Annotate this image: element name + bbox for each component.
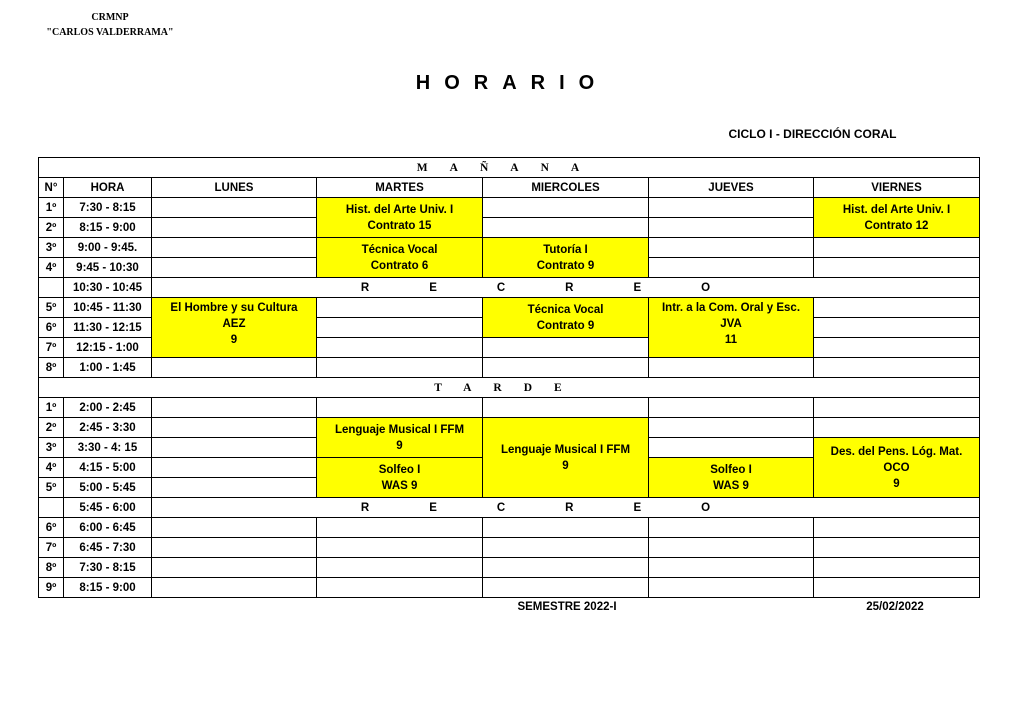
- empty-slot: [814, 578, 980, 598]
- course-name: Técnica Vocal: [527, 303, 604, 316]
- course-name: Solfeo I: [378, 463, 421, 476]
- empty-slot: [152, 538, 317, 558]
- period-number: 1º: [39, 398, 64, 418]
- course-name: Tutoría I: [543, 243, 588, 256]
- period-number: 6º: [39, 318, 64, 338]
- course-detail: Contrato 15: [367, 219, 432, 232]
- period-time: 4:15 - 5:00: [64, 458, 152, 478]
- empty-slot: [649, 358, 814, 378]
- period-time: 10:30 - 10:45: [64, 278, 152, 298]
- period-number: 5º: [39, 478, 64, 498]
- period-time: 3:30 - 4: 15: [64, 438, 152, 458]
- period-time: 6:00 - 6:45: [64, 518, 152, 538]
- table-row: [39, 578, 980, 598]
- page-subtitle: CICLO I - DIRECCIÓN CORAL: [728, 127, 897, 141]
- course-cell: [317, 238, 483, 278]
- course-detail: WAS 9: [381, 479, 418, 492]
- course-teacher: AEZ: [222, 318, 246, 330]
- empty-slot: [483, 338, 649, 358]
- course-cell: [814, 198, 980, 238]
- column-header: N°: [39, 178, 64, 198]
- period-number: 9º: [39, 578, 64, 598]
- course-name: Hist. del Arte Univ. I: [842, 203, 951, 216]
- empty-slot: [649, 398, 814, 418]
- course-name: Solfeo I: [710, 463, 752, 476]
- course-teacher: JVA: [720, 318, 742, 330]
- semester-label: SEMESTRE 2022-I: [517, 601, 617, 613]
- period-time: 12:15 - 1:00: [64, 338, 152, 358]
- period-number: 8º: [39, 358, 64, 378]
- course-name: Hist. del Arte Univ. I: [345, 203, 454, 216]
- section-row-manana: [39, 158, 980, 178]
- empty-slot: [317, 538, 483, 558]
- empty-slot: [317, 358, 483, 378]
- period-number: 4º: [39, 458, 64, 478]
- empty-slot: [814, 358, 980, 378]
- course-cell: [317, 418, 483, 458]
- table-row: [39, 358, 980, 378]
- period-time: 9:45 - 10:30: [64, 258, 152, 278]
- section-label-manana: MAÑANA: [39, 158, 980, 178]
- empty-slot: [317, 298, 483, 318]
- course-detail: Contrato 9: [536, 259, 595, 272]
- school-name-line1: CRMNP: [91, 12, 129, 23]
- course-cell: [483, 238, 649, 278]
- table-row: [39, 398, 980, 418]
- course-cell: [483, 418, 649, 498]
- course-cell: [317, 458, 483, 498]
- period-number: 2º: [39, 418, 64, 438]
- column-header: LUNES: [152, 178, 317, 198]
- period-time: 5:00 - 5:45: [64, 478, 152, 498]
- table-row: [39, 298, 980, 318]
- empty-slot: [649, 518, 814, 538]
- table-row: [39, 498, 980, 518]
- empty-slot: [152, 558, 317, 578]
- empty-slot: [152, 398, 317, 418]
- empty-slot: [814, 258, 980, 278]
- empty-slot: [649, 438, 814, 458]
- empty-slot: [649, 418, 814, 438]
- empty-slot: [483, 558, 649, 578]
- table-row: [39, 198, 980, 218]
- empty-slot: [649, 238, 814, 258]
- period-time: 5:45 - 6:00: [64, 498, 152, 518]
- empty-slot: [317, 398, 483, 418]
- course-detail: 9: [562, 459, 569, 472]
- recreo-label: RECREO: [152, 278, 980, 298]
- period-number: 4º: [39, 258, 64, 278]
- empty-slot: [152, 418, 317, 438]
- course-cell: [814, 438, 980, 498]
- empty-slot: [483, 398, 649, 418]
- course-name: Lenguaje Musical I FFM: [334, 423, 465, 436]
- empty-slot: [814, 338, 980, 358]
- empty-slot: [483, 518, 649, 538]
- course-detail: Contrato 6: [370, 259, 429, 272]
- empty-slot: [317, 578, 483, 598]
- table-row: [39, 278, 980, 298]
- page-title: HORARIO: [415, 72, 609, 94]
- period-time: 9:00 - 9:45.: [64, 238, 152, 258]
- empty-slot: [317, 518, 483, 538]
- empty-slot: [649, 258, 814, 278]
- date-label: 25/02/2022: [866, 601, 924, 613]
- course-cell: [649, 298, 814, 358]
- table-row: [39, 518, 980, 538]
- period-time: 6:45 - 7:30: [64, 538, 152, 558]
- course-cell: [649, 458, 814, 498]
- empty-slot: [152, 518, 317, 538]
- column-header: VIERNES: [814, 178, 980, 198]
- course-detail: 9: [396, 439, 403, 452]
- empty-slot: [649, 198, 814, 218]
- empty-slot: [152, 238, 317, 258]
- empty-slot: [814, 518, 980, 538]
- empty-slot: [483, 578, 649, 598]
- recreo-label: RECREO: [152, 498, 980, 518]
- period-time: 8:15 - 9:00: [64, 578, 152, 598]
- empty-slot: [152, 358, 317, 378]
- empty-slot: [649, 578, 814, 598]
- empty-slot: [152, 458, 317, 478]
- empty-slot: [814, 298, 980, 318]
- period-number: 3º: [39, 438, 64, 458]
- empty-slot: [483, 218, 649, 238]
- course-name: Des. del Pens. Lóg. Mat.: [830, 445, 963, 458]
- column-header: MARTES: [317, 178, 483, 198]
- empty-slot: [814, 318, 980, 338]
- course-name: Intr. a la Com. Oral y Esc.: [661, 302, 801, 314]
- section-row-tarde: [39, 378, 980, 398]
- table-row: [39, 538, 980, 558]
- course-cell: [152, 298, 317, 358]
- empty-slot: [814, 558, 980, 578]
- column-header: HORA: [64, 178, 152, 198]
- empty-slot: [649, 218, 814, 238]
- empty-slot: [152, 258, 317, 278]
- empty-slot: [649, 558, 814, 578]
- course-detail: 11: [724, 334, 738, 346]
- empty-slot: [814, 238, 980, 258]
- course-cell: [317, 198, 483, 238]
- empty-slot: [152, 438, 317, 458]
- course-name: Lenguaje Musical I FFM: [500, 443, 631, 456]
- period-time: 8:15 - 9:00: [64, 218, 152, 238]
- course-cell: [483, 298, 649, 338]
- period-number: 5º: [39, 298, 64, 318]
- course-detail: 9: [893, 477, 900, 490]
- period-number: 3º: [39, 238, 64, 258]
- empty-slot: [317, 318, 483, 338]
- period-number: 1º: [39, 198, 64, 218]
- empty-slot: [814, 538, 980, 558]
- course-detail: 9: [230, 334, 238, 346]
- empty-slot: [152, 218, 317, 238]
- period-time: 2:45 - 3:30: [64, 418, 152, 438]
- table-row: [39, 238, 980, 258]
- empty-slot: [152, 198, 317, 218]
- period-number: 7º: [39, 338, 64, 358]
- period-number: 7º: [39, 538, 64, 558]
- period-number: 2º: [39, 218, 64, 238]
- period-time: 1:00 - 1:45: [64, 358, 152, 378]
- schedule-table: [38, 157, 980, 598]
- empty-slot: [814, 418, 980, 438]
- empty-slot: [483, 358, 649, 378]
- section-label-tarde: TARDE: [39, 378, 980, 398]
- empty-slot: [483, 538, 649, 558]
- course-detail: WAS 9: [713, 479, 749, 492]
- school-name-line2: "CARLOS VALDERRAMA": [46, 27, 174, 38]
- period-time: 11:30 - 12:15: [64, 318, 152, 338]
- empty-slot: [649, 538, 814, 558]
- period-time: 2:00 - 2:45: [64, 398, 152, 418]
- empty-slot: [483, 198, 649, 218]
- course-detail: Contrato 12: [864, 219, 929, 232]
- column-header: MIERCOLES: [483, 178, 649, 198]
- column-header: JUEVES: [649, 178, 814, 198]
- course-name: Técnica Vocal: [361, 243, 438, 256]
- period-number: 6º: [39, 518, 64, 538]
- course-name: El Hombre y su Cultura: [170, 302, 298, 314]
- table-header-row: [39, 178, 980, 198]
- empty-slot: [317, 338, 483, 358]
- table-row: [39, 418, 980, 438]
- course-detail: Contrato 9: [536, 319, 595, 332]
- empty-slot: [317, 558, 483, 578]
- period-number: 8º: [39, 558, 64, 578]
- empty-slot: [152, 578, 317, 598]
- period-time: 10:45 - 11:30: [64, 298, 152, 318]
- course-teacher: OCO: [883, 461, 910, 474]
- table-row: [39, 558, 980, 578]
- period-number: [39, 278, 64, 298]
- period-number: [39, 498, 64, 518]
- empty-slot: [152, 478, 317, 498]
- empty-slot: [814, 398, 980, 418]
- period-time: 7:30 - 8:15: [64, 558, 152, 578]
- period-time: 7:30 - 8:15: [64, 198, 152, 218]
